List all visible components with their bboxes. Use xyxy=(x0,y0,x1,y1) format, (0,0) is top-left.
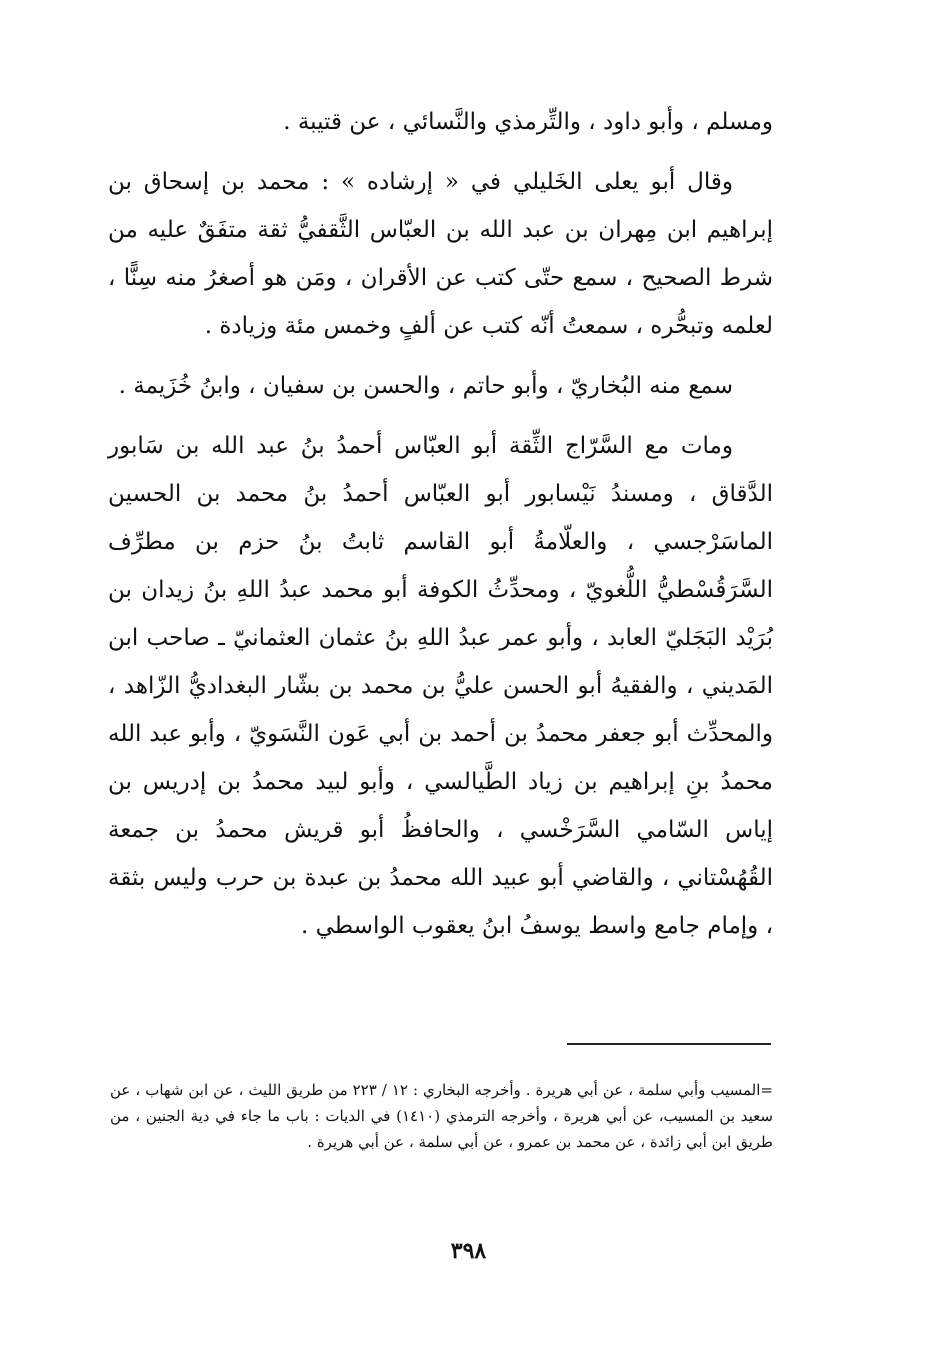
paragraph-3: سمع منه البُخاريّ ، وأبو حاتم ، والحسن بن سفيان ، وابنُ خُزَيمة . xyxy=(118,373,733,399)
paragraph-1: ومسلم ، وأبو داود ، والتِّرمذي والنَّسائي ، عن قتيبة . xyxy=(283,109,773,135)
main-text xyxy=(108,98,773,950)
footnote-separator xyxy=(567,1043,771,1045)
paragraph-2: وقال أبو يعلى الخَليلي في « إرشاده » : محمد بن إسحاق بن إبراهيم ابن مِهران بن عبد الله بن العبّاس الثَّقفيُّ ثقة متفَقٌ عليه من شرط الصحيح ، سمع حتّى كتب عن الأقران ، ومَن هو أصغرُ منه سِنًّا ، لعلمه وتبحُّره ، سمعتُ أنّه كتب عن ألفٍ وخمس مئة وزيادة . xyxy=(108,169,773,339)
paragraph-4: ومات مع السَّرّاج الثِّقة أبو العبّاس أحمدُ بنُ عبد الله بن سَابور الدَّقاق ، ومسندُ نَيْسابور أبو العبّاس أحمدُ بنُ محمد بن الحسين الماسَرْجسي ، والعلّامةُ أبو القاسم ثابتُ بنُ حزم بن مطرِّف السَّرَقُسْطيُّ اللُّغويّ ، ومحدِّثُ الكوفة أبو محمد عبدُ اللهِ بنُ زيدان بن بُرَيْد البَجَليّ العابد ، وأبو عمر عبدُ اللهِ بنُ عثمان العثمانيّ ـ صاحب ابن المَديني ، والفقيهُ أبو الحسن عليُّ بن محمد بن بشّار البغداديُّ الزّاهد ، والمحدِّث أبو جعفر محمدُ بن أحمد بن أبي عَون النَّسَويّ ، وأبو عبد الله محمدُ بنِ إبراهيم بن زياد الطَّيالسي ، وأبو لبيد محمدُ بن إدريس بن إياس السّامي السَّرَخْسي ، والحافظُ أبو قريش محمدُ بن جمعة القُهُسْتاني ، والقاضي أبو عبيد الله محمدُ بن عبدة بن حرب وليس بثقة ، وإمام جامع واسط يوسفُ ابنُ يعقوب الواسطي . xyxy=(108,433,773,939)
footnote: =المسيب وأبي سلمة ، عن أبي هريرة . وأخرجه البخاري : ١٢ / ٢٢٣ من طريق الليث ، عن ابن شهاب ، عن سعيد بن المسيب، عن أبي هريرة ، وأخرجه الترمذي (١٤١٠) في الديات : باب ما جاء في دية الجنين ، من طريق ابن أبي زائدة ، عن محمد بن عمرو ، عن أبي سلمة ، عن أبي هريرة . xyxy=(110,1081,773,1151)
page-number: ٣٩٨ xyxy=(450,1238,487,1264)
